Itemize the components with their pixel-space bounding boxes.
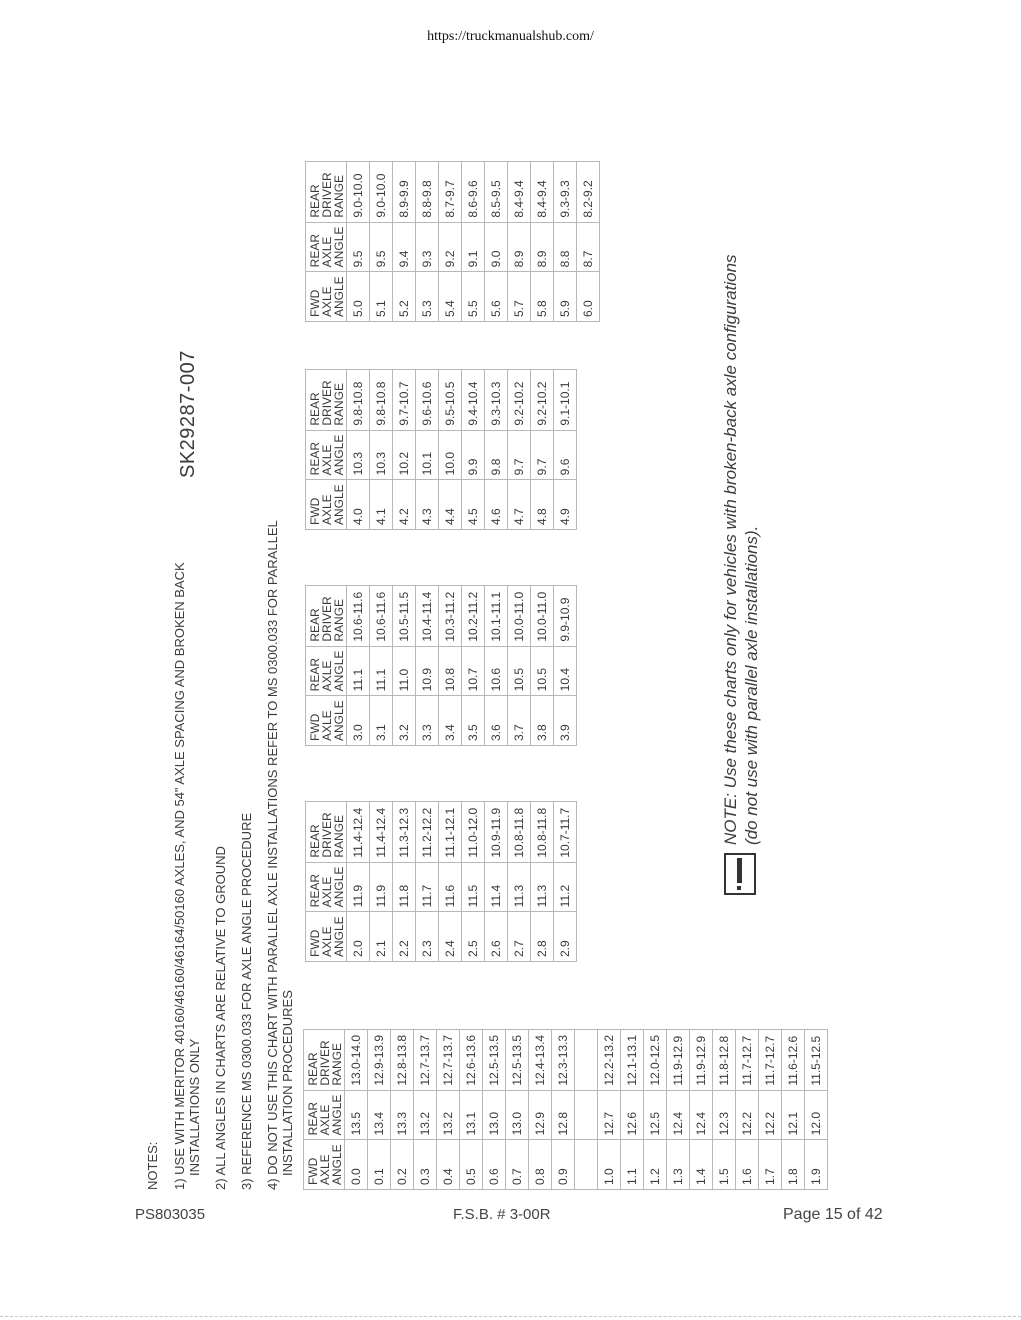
table-cell: 12.2-13.2 (598, 1029, 621, 1090)
table-cell: 5.3 (416, 272, 439, 322)
table-cell: 10.5 (531, 646, 554, 696)
table-gap (575, 1029, 598, 1189)
footer-part-number: PS803035 (135, 1206, 206, 1223)
table-cell: 11.3-12.3 (393, 801, 416, 862)
column-header: REAR DRIVER RANGE (306, 369, 347, 430)
table-cell: 2.3 (416, 912, 439, 962)
table-cell: 5.9 (554, 272, 577, 322)
table-cell: 9.0-10.0 (347, 161, 370, 222)
table-cell: 4.9 (554, 480, 577, 530)
table-cell: 10.8-11.8 (508, 801, 531, 862)
table-cell: 1.0 (598, 1140, 621, 1190)
table-cell: 8.7 (577, 222, 600, 272)
table-cell: 3.2 (393, 696, 416, 746)
gap-cell (575, 1140, 598, 1190)
table-cell: 1.5 (713, 1140, 736, 1190)
table-cell: 3.5 (462, 696, 485, 746)
table-cell: 9.7-10.7 (393, 369, 416, 430)
table-cell: 9.5 (370, 222, 393, 272)
note-4: 4) DO NOT USE THIS CHART WITH PARALLEL AXLE INSTALLATIONS REFER TO MS 0300.033 FOR PARALLEL INSTALLATION PROCEDURES (265, 520, 295, 1190)
table-cell: 8.9 (508, 222, 531, 272)
table-row (485, 369, 508, 529)
column-header: FWD AXLE ANGLE (306, 272, 347, 322)
table-cell: 8.9 (531, 222, 554, 272)
table-cell: 13.5 (345, 1090, 368, 1140)
table-cell: 1.2 (644, 1140, 667, 1190)
table-row (370, 585, 393, 745)
table-cell: 11.2-12.2 (416, 801, 439, 862)
column-header: REAR DRIVER RANGE (306, 161, 347, 222)
notes-heading: NOTES: (145, 1141, 160, 1190)
table-cell: 3.3 (416, 696, 439, 746)
table-cell: 12.7-13.7 (437, 1029, 460, 1090)
table-cell: 1.1 (621, 1140, 644, 1190)
table-row (577, 161, 600, 321)
angle-table-1 (303, 1029, 828, 1190)
table-row (462, 801, 485, 961)
table-cell: 10.2-11.2 (462, 585, 485, 646)
column-header: REAR DRIVER RANGE (306, 801, 347, 862)
table-cell: 9.6-10.6 (416, 369, 439, 430)
table-row (416, 585, 439, 745)
angle-table-3 (305, 585, 577, 746)
table-cell: 10.6-11.6 (370, 585, 393, 646)
table-cell: 1.3 (667, 1140, 690, 1190)
angle-table-4 (305, 369, 577, 530)
column-header: REAR DRIVER RANGE (306, 585, 347, 646)
table-cell: 10.2 (393, 430, 416, 480)
table-cell: 4.2 (393, 480, 416, 530)
table-cell: 0.3 (414, 1140, 437, 1190)
table-row (552, 1029, 575, 1189)
table-cell: 12.4 (690, 1090, 713, 1140)
table-cell: 9.8-10.8 (347, 369, 370, 430)
table-row (391, 1029, 414, 1189)
table-row (644, 1029, 667, 1189)
table-row (485, 161, 508, 321)
note-line-2: (do not use with parallel axle installations). (742, 525, 761, 845)
table-cell: 5.6 (485, 272, 508, 322)
table-cell: 10.3 (347, 430, 370, 480)
table-cell: 11.7 (416, 862, 439, 912)
notes-block (145, 510, 306, 1190)
column-header: FWD AXLE ANGLE (306, 480, 347, 530)
info-icon (724, 853, 756, 895)
table-cell: 11.4-12.4 (347, 801, 370, 862)
column-header: REAR AXLE ANGLE (306, 646, 347, 696)
table-cell: 10.0-11.0 (508, 585, 531, 646)
column-header: FWD AXLE ANGLE (306, 696, 347, 746)
table-cell: 10.6 (485, 646, 508, 696)
column-header: FWD AXLE ANGLE (304, 1140, 345, 1190)
column-header: REAR AXLE ANGLE (306, 222, 347, 272)
table-cell: 11.1 (347, 646, 370, 696)
table-cell: 13.1 (460, 1090, 483, 1140)
column-header: REAR DRIVER RANGE (304, 1029, 345, 1090)
table-row (370, 369, 393, 529)
table-row (508, 369, 531, 529)
note-line-1: NOTE: Use these charts only for vehicles with broken-back axle configurations (721, 254, 740, 845)
table-cell: 10.8 (439, 646, 462, 696)
table-cell: 1.8 (782, 1140, 805, 1190)
table-cell: 11.5-12.5 (805, 1029, 828, 1090)
table-cell: 11.4-12.4 (370, 801, 393, 862)
table-row (439, 585, 462, 745)
table-cell: 11.4 (485, 862, 508, 912)
table-cell: 10.6-11.6 (347, 585, 370, 646)
table-cell: 4.6 (485, 480, 508, 530)
table-cell: 3.9 (554, 696, 577, 746)
table-cell: 13.4 (368, 1090, 391, 1140)
table-cell: 2.7 (508, 912, 531, 962)
table-cell: 8.7-9.7 (439, 161, 462, 222)
table-row (531, 369, 554, 529)
table-cell: 9.1 (462, 222, 485, 272)
table-cell: 12.0 (805, 1090, 828, 1140)
table-cell: 11.2 (554, 862, 577, 912)
table-cell: 4.1 (370, 480, 393, 530)
table-cell: 0.5 (460, 1140, 483, 1190)
table-cell: 5.4 (439, 272, 462, 322)
table-cell: 8.8 (554, 222, 577, 272)
table-cell: 10.1 (416, 430, 439, 480)
table-cell: 10.0-11.0 (531, 585, 554, 646)
table-cell: 12.4-13.4 (529, 1029, 552, 1090)
table-row (347, 585, 370, 745)
table-cell: 10.3 (370, 430, 393, 480)
table-cell: 9.7 (508, 430, 531, 480)
table-cell: 9.2 (439, 222, 462, 272)
column-header: FWD AXLE ANGLE (306, 912, 347, 962)
table-cell: 4.8 (531, 480, 554, 530)
table-row (554, 161, 577, 321)
table-cell: 4.5 (462, 480, 485, 530)
table-cell: 13.0 (483, 1090, 506, 1140)
table-row (485, 585, 508, 745)
table-cell: 3.4 (439, 696, 462, 746)
table-cell: 9.8 (485, 430, 508, 480)
table-row (690, 1029, 713, 1189)
table-cell: 11.1 (370, 646, 393, 696)
table-cell: 9.5 (347, 222, 370, 272)
table-cell: 11.6 (439, 862, 462, 912)
table-cell: 12.5-13.5 (483, 1029, 506, 1090)
table-cell: 2.2 (393, 912, 416, 962)
table-cell: 4.4 (439, 480, 462, 530)
table-cell: 5.5 (462, 272, 485, 322)
table-cell: 1.9 (805, 1140, 828, 1190)
table-cell: 12.2 (736, 1090, 759, 1140)
table-cell: 13.3 (391, 1090, 414, 1140)
column-header: REAR AXLE ANGLE (306, 430, 347, 480)
table-cell: 12.6 (621, 1090, 644, 1140)
table-cell: 13.2 (437, 1090, 460, 1140)
table-row (414, 1029, 437, 1189)
table-cell: 12.8 (552, 1090, 575, 1140)
table-cell: 2.1 (370, 912, 393, 962)
table-row (506, 1029, 529, 1189)
table-cell: 9.0 (485, 222, 508, 272)
table-cell: 11.0-12.0 (462, 801, 485, 862)
table-cell: 9.2-10.2 (508, 369, 531, 430)
table-row (554, 585, 577, 745)
table-cell: 11.8 (393, 862, 416, 912)
table-cell: 10.4 (554, 646, 577, 696)
table-cell: 3.8 (531, 696, 554, 746)
table-row (393, 369, 416, 529)
table-cell: 0.6 (483, 1140, 506, 1190)
table-cell: 0.0 (345, 1140, 368, 1190)
table-cell: 12.5-13.5 (506, 1029, 529, 1090)
table-row (621, 1029, 644, 1189)
table-row (460, 1029, 483, 1189)
table-row (508, 161, 531, 321)
table-row (554, 801, 577, 961)
angle-table-2 (305, 801, 577, 962)
table-row (439, 369, 462, 529)
source-url: https://truckmanualshub.com/ (427, 29, 594, 44)
table-cell: 8.5-9.5 (485, 161, 508, 222)
table-cell: 0.1 (368, 1140, 391, 1190)
table-cell: 9.3-9.3 (554, 161, 577, 222)
column-header: REAR AXLE ANGLE (306, 862, 347, 912)
table-cell: 9.7 (531, 430, 554, 480)
document-number: SK29287-007 (177, 350, 199, 478)
table-row (483, 1029, 506, 1189)
table-cell: 10.7 (462, 646, 485, 696)
table-cell: 4.7 (508, 480, 531, 530)
table-cell: 2.5 (462, 912, 485, 962)
table-row (713, 1029, 736, 1189)
table-cell: 0.4 (437, 1140, 460, 1190)
table-cell: 6.0 (577, 272, 600, 322)
table-row (416, 801, 439, 961)
table-cell: 5.8 (531, 272, 554, 322)
table-row (393, 801, 416, 961)
table-cell: 5.0 (347, 272, 370, 322)
table-cell: 8.2-9.2 (577, 161, 600, 222)
table-cell: 2.8 (531, 912, 554, 962)
table-cell: 11.8-12.8 (713, 1029, 736, 1090)
table-row (667, 1029, 690, 1189)
table-cell: 8.6-9.6 (462, 161, 485, 222)
table-cell: 1.6 (736, 1140, 759, 1190)
table-cell: 10.5 (508, 646, 531, 696)
table-cell: 12.9 (529, 1090, 552, 1140)
table-cell: 8.8-9.8 (416, 161, 439, 222)
table-cell: 0.8 (529, 1140, 552, 1190)
table-cell: 3.1 (370, 696, 393, 746)
table-cell: 4.0 (347, 480, 370, 530)
table-row (508, 801, 531, 961)
table-row (347, 161, 370, 321)
column-header: REAR AXLE ANGLE (304, 1090, 345, 1140)
table-row (347, 801, 370, 961)
table-row (759, 1029, 782, 1189)
table-row (439, 161, 462, 321)
angle-table-5 (305, 161, 600, 322)
footer-page-number: Page 15 of 42 (783, 1206, 883, 1223)
note-2: 2) ALL ANGLES IN CHARTS ARE RELATIVE TO GROUND (213, 846, 228, 1190)
table-cell: 5.7 (508, 272, 531, 322)
table-row (529, 1029, 552, 1189)
table-cell: 9.4 (393, 222, 416, 272)
table-cell: 9.4-10.4 (462, 369, 485, 430)
table-row (531, 801, 554, 961)
table-cell: 12.0-12.5 (644, 1029, 667, 1090)
table-cell: 0.9 (552, 1140, 575, 1190)
table-row (462, 585, 485, 745)
table-row (508, 585, 531, 745)
table-row (462, 161, 485, 321)
table-row (531, 585, 554, 745)
table-cell: 12.1-13.1 (621, 1029, 644, 1090)
table-cell: 11.5 (462, 862, 485, 912)
table-cell: 3.6 (485, 696, 508, 746)
table-cell: 11.9-12.9 (667, 1029, 690, 1090)
table-row (598, 1029, 621, 1189)
table-cell: 10.9 (416, 646, 439, 696)
table-cell: 11.3 (531, 862, 554, 912)
table-cell: 12.2 (759, 1090, 782, 1140)
table-row (736, 1029, 759, 1189)
table-cell: 8.4-9.4 (531, 161, 554, 222)
table-cell: 9.3 (416, 222, 439, 272)
table-row (554, 369, 577, 529)
gap-cell (575, 1029, 598, 1090)
table-cell: 11.9-12.9 (690, 1029, 713, 1090)
table-cell: 8.9-9.9 (393, 161, 416, 222)
table-cell: 3.7 (508, 696, 531, 746)
table-cell: 10.8-11.8 (531, 801, 554, 862)
table-cell: 9.3-10.3 (485, 369, 508, 430)
table-cell: 4.3 (416, 480, 439, 530)
table-cell: 5.1 (370, 272, 393, 322)
gap-cell (575, 1090, 598, 1140)
table-row (439, 801, 462, 961)
table-cell: 9.5-10.5 (439, 369, 462, 430)
table-cell: 2.9 (554, 912, 577, 962)
table-cell: 13.0-14.0 (345, 1029, 368, 1090)
table-cell: 12.3-13.3 (552, 1029, 575, 1090)
table-cell: 10.9-11.9 (485, 801, 508, 862)
table-cell: 5.2 (393, 272, 416, 322)
table-cell: 2.0 (347, 912, 370, 962)
table-row (437, 1029, 460, 1189)
table-cell: 12.7-13.7 (414, 1029, 437, 1090)
table-cell: 11.9 (347, 862, 370, 912)
table-cell: 1.4 (690, 1140, 713, 1190)
table-cell: 12.9-13.9 (368, 1029, 391, 1090)
table-cell: 13.2 (414, 1090, 437, 1140)
table-cell: 9.8-10.8 (370, 369, 393, 430)
table-row (485, 801, 508, 961)
table-cell: 3.0 (347, 696, 370, 746)
rotated-chart-sheet (145, 140, 823, 1190)
table-cell: 9.0-10.0 (370, 161, 393, 222)
table-row (347, 369, 370, 529)
footer-bulletin: F.S.B. # 3-00R (453, 1206, 551, 1223)
note-3: 3) REFERENCE MS 0300.033 FOR AXLE ANGLE PROCEDURE (239, 812, 254, 1190)
table-cell: 13.0 (506, 1090, 529, 1140)
table-cell: 8.4-9.4 (508, 161, 531, 222)
table-cell: 11.6-12.6 (782, 1029, 805, 1090)
table-cell: 12.7 (598, 1090, 621, 1140)
table-row (368, 1029, 391, 1189)
table-cell: 11.7-12.7 (736, 1029, 759, 1090)
note-1: 1) USE WITH MERITOR 40160/46160/46164/50160 AXLES, AND 54" AXLE SPACING AND BROKEN BACK INSTALLATIONS ONLY (172, 562, 202, 1190)
table-row (345, 1029, 368, 1189)
table-row (462, 369, 485, 529)
table-cell: 10.5-11.5 (393, 585, 416, 646)
table-cell: 12.5 (644, 1090, 667, 1140)
table-row (782, 1029, 805, 1189)
table-cell: 9.9-10.9 (554, 585, 577, 646)
table-cell: 2.4 (439, 912, 462, 962)
table-cell: 0.7 (506, 1140, 529, 1190)
table-cell: 11.7-12.7 (759, 1029, 782, 1090)
table-cell: 2.6 (485, 912, 508, 962)
table-cell: 11.1-12.1 (439, 801, 462, 862)
table-cell: 12.4 (667, 1090, 690, 1140)
table-row (370, 161, 393, 321)
table-row (370, 801, 393, 961)
table-cell: 10.0 (439, 430, 462, 480)
table-row (393, 161, 416, 321)
table-cell: 0.2 (391, 1140, 414, 1190)
table-row (393, 585, 416, 745)
table-row (805, 1029, 828, 1189)
table-cell: 10.4-11.4 (416, 585, 439, 646)
table-cell: 11.0 (393, 646, 416, 696)
table-cell: 12.6-13.6 (460, 1029, 483, 1090)
table-cell: 11.9 (370, 862, 393, 912)
table-row (531, 161, 554, 321)
table-row (416, 161, 439, 321)
table-cell: 10.1-11.1 (485, 585, 508, 646)
table-cell: 10.3-11.2 (439, 585, 462, 646)
table-cell: 9.1-10.1 (554, 369, 577, 430)
table-cell: 12.3 (713, 1090, 736, 1140)
table-cell: 9.2-10.2 (531, 369, 554, 430)
table-cell: 10.7-11.7 (554, 801, 577, 862)
table-cell: 12.1 (782, 1090, 805, 1140)
table-cell: 1.7 (759, 1140, 782, 1190)
table-cell: 11.3 (508, 862, 531, 912)
table-row (416, 369, 439, 529)
note-text (720, 254, 762, 845)
table-cell: 9.9 (462, 430, 485, 480)
page-edge-rule (0, 1316, 1021, 1317)
table-cell: 9.6 (554, 430, 577, 480)
table-cell: 12.8-13.8 (391, 1029, 414, 1090)
